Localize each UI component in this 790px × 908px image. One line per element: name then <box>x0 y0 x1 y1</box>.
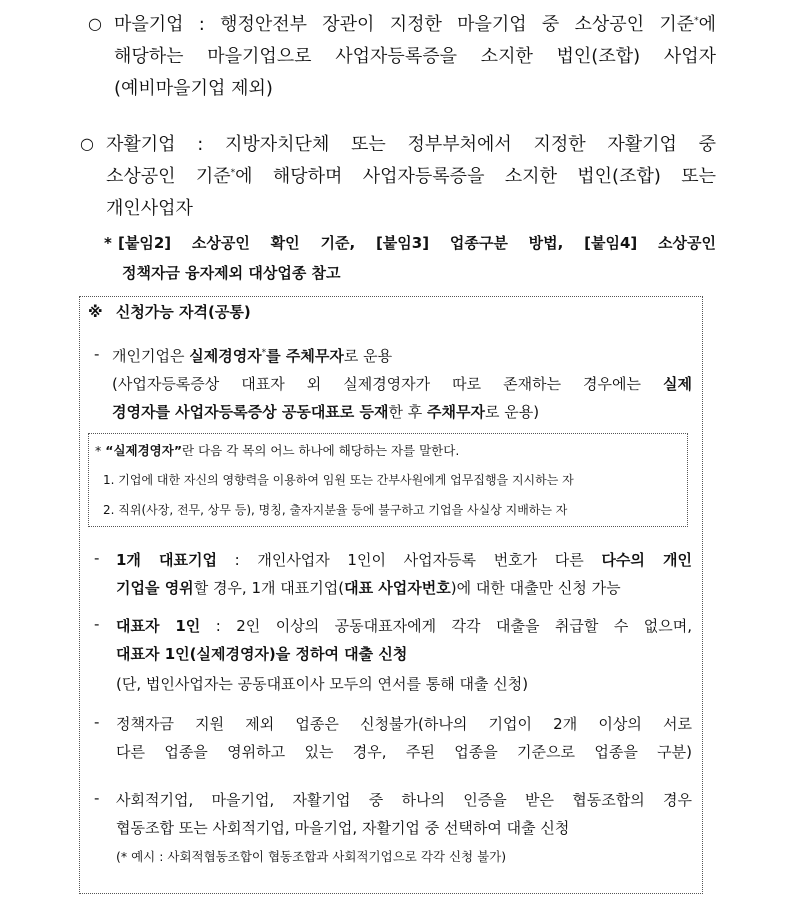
circle-bullet-icon: ○ <box>88 14 102 33</box>
box-title <box>88 301 251 322</box>
dash-marker: - <box>94 615 100 633</box>
reference-mark-icon: ※ <box>88 303 103 321</box>
item-text: 개인사업자 <box>106 198 193 219</box>
item-text-bold: 실제경영자 <box>189 347 262 365</box>
item-text: 로 운용 <box>343 347 393 365</box>
footnote-marker: * <box>104 234 112 252</box>
item-text: 사회적기업, 마을기업, 자활기업 중 하나의 인증을 받은 협동조합의 경우 <box>116 791 692 809</box>
item-text-bold: 기업을 영위 <box>116 579 194 597</box>
item-text: 협동조합 또는 사회적기업, 마을기업, 자활기업 중 선택하여 대출 신청 <box>116 819 570 837</box>
item-example-text: (* 예시 : 사회적협동조합이 협동조합과 사회적기업으로 각각 신청 불가) <box>116 849 507 864</box>
footnote-text: [붙임2] 소상공인 확인 기준, [붙임3] 업종구분 방법, [붙임4] 소상공인 <box>118 234 716 252</box>
circle-bullet-icon: ○ <box>80 134 94 153</box>
footnote-mark: * <box>261 348 267 358</box>
item-text: 정책자금 지원 제외 업종은 신청불가(하나의 기업이 2개 이상의 서로 <box>116 715 692 733</box>
item-text: 개인기업은 <box>112 347 190 365</box>
item-text: (사업자등록증상 대표자 외 실제경영자가 따로 존재하는 경우에는 <box>112 375 664 393</box>
dash-marker: - <box>94 549 100 567</box>
item-text: 마을기업 : 행정안전부 장관이 지정한 마을기업 중 소상공인 기준 <box>114 14 695 35</box>
dash-marker: - <box>94 345 100 363</box>
item-text: 할 경우, 1개 대표기업( <box>193 579 345 597</box>
item-text: 해당하는 마을기업으로 사업자등록증을 소지한 법인(조합) 사업자 <box>114 46 716 67</box>
dash-marker: - <box>94 789 100 807</box>
item-text-bold: 를 주체무자 <box>266 347 344 365</box>
item-text: 다른 업종을 영위하고 있는 경우, 주된 업종을 기준으로 업종을 구분) <box>116 743 692 761</box>
item-text: 소상공인 기준 <box>106 166 231 187</box>
item-text: (예비마을기업 제외) <box>114 78 273 99</box>
item-text-bold: 대표자 1인(실제경영자)을 정하여 대출 신청 <box>116 645 408 663</box>
note-term: “실제경영자” <box>105 443 183 458</box>
note-marker: * <box>95 443 106 458</box>
item-text-bold: 다수의 개인 <box>601 551 692 569</box>
item-text: : 2인 이상의 공동대표자에게 각각 대출을 취급할 수 없으며, <box>200 617 692 635</box>
item-text-bold: 실제 <box>663 375 692 393</box>
item-text-bold: 대표 사업자번호 <box>344 579 451 597</box>
item-text-bold: 1개 대표기업 <box>116 551 217 569</box>
definition-note-box <box>88 433 688 527</box>
item-text-bold: 주채무자 <box>427 403 485 421</box>
item-text: )에 대한 대출만 신청 가능 <box>450 579 621 597</box>
item-text-bold: 대표자 1인 <box>116 617 201 635</box>
note-text: 란 다음 각 목의 어느 하나에 해당하는 자를 말한다. <box>182 443 460 458</box>
item-text-bold: 경영자를 사업자등록증상 공동대표로 등재 <box>112 403 389 421</box>
footnote-text: 정책자금 융자제외 대상업종 참고 <box>122 264 341 282</box>
item-text: 한 후 <box>388 403 428 421</box>
item-text: 자활기업 : 지방자치단체 또는 정부부처에서 지정한 자활기업 중 <box>106 134 716 155</box>
qualification-box <box>79 296 703 894</box>
item-text: : 개인사업자 1인이 사업자등록 번호가 다른 <box>217 551 602 569</box>
note-item-1: 1. 기업에 대한 자신의 영향력을 이용하여 임원 또는 간부사원에게 업무집행을 지시하는 자 <box>103 473 574 487</box>
box-title-text: 신청가능 자격(공통) <box>115 303 251 321</box>
item-text: 로 운용) <box>485 403 540 421</box>
footnote-mark: * <box>230 168 236 178</box>
item-text: 에 해당하며 사업자등록증을 소지한 법인(조합) 또는 <box>235 166 716 187</box>
item-text: (단, 법인사업자는 공동대표이사 모두의 연서를 통해 대출 신청) <box>116 675 529 693</box>
note-item-2: 2. 직위(사장, 전무, 상무 등), 명칭, 출자지분율 등에 불구하고 기업을 사실상 지배하는 자 <box>103 503 568 517</box>
dash-marker: - <box>94 713 100 731</box>
footnote-mark: * <box>694 16 699 26</box>
item-text: 에 <box>698 14 716 35</box>
